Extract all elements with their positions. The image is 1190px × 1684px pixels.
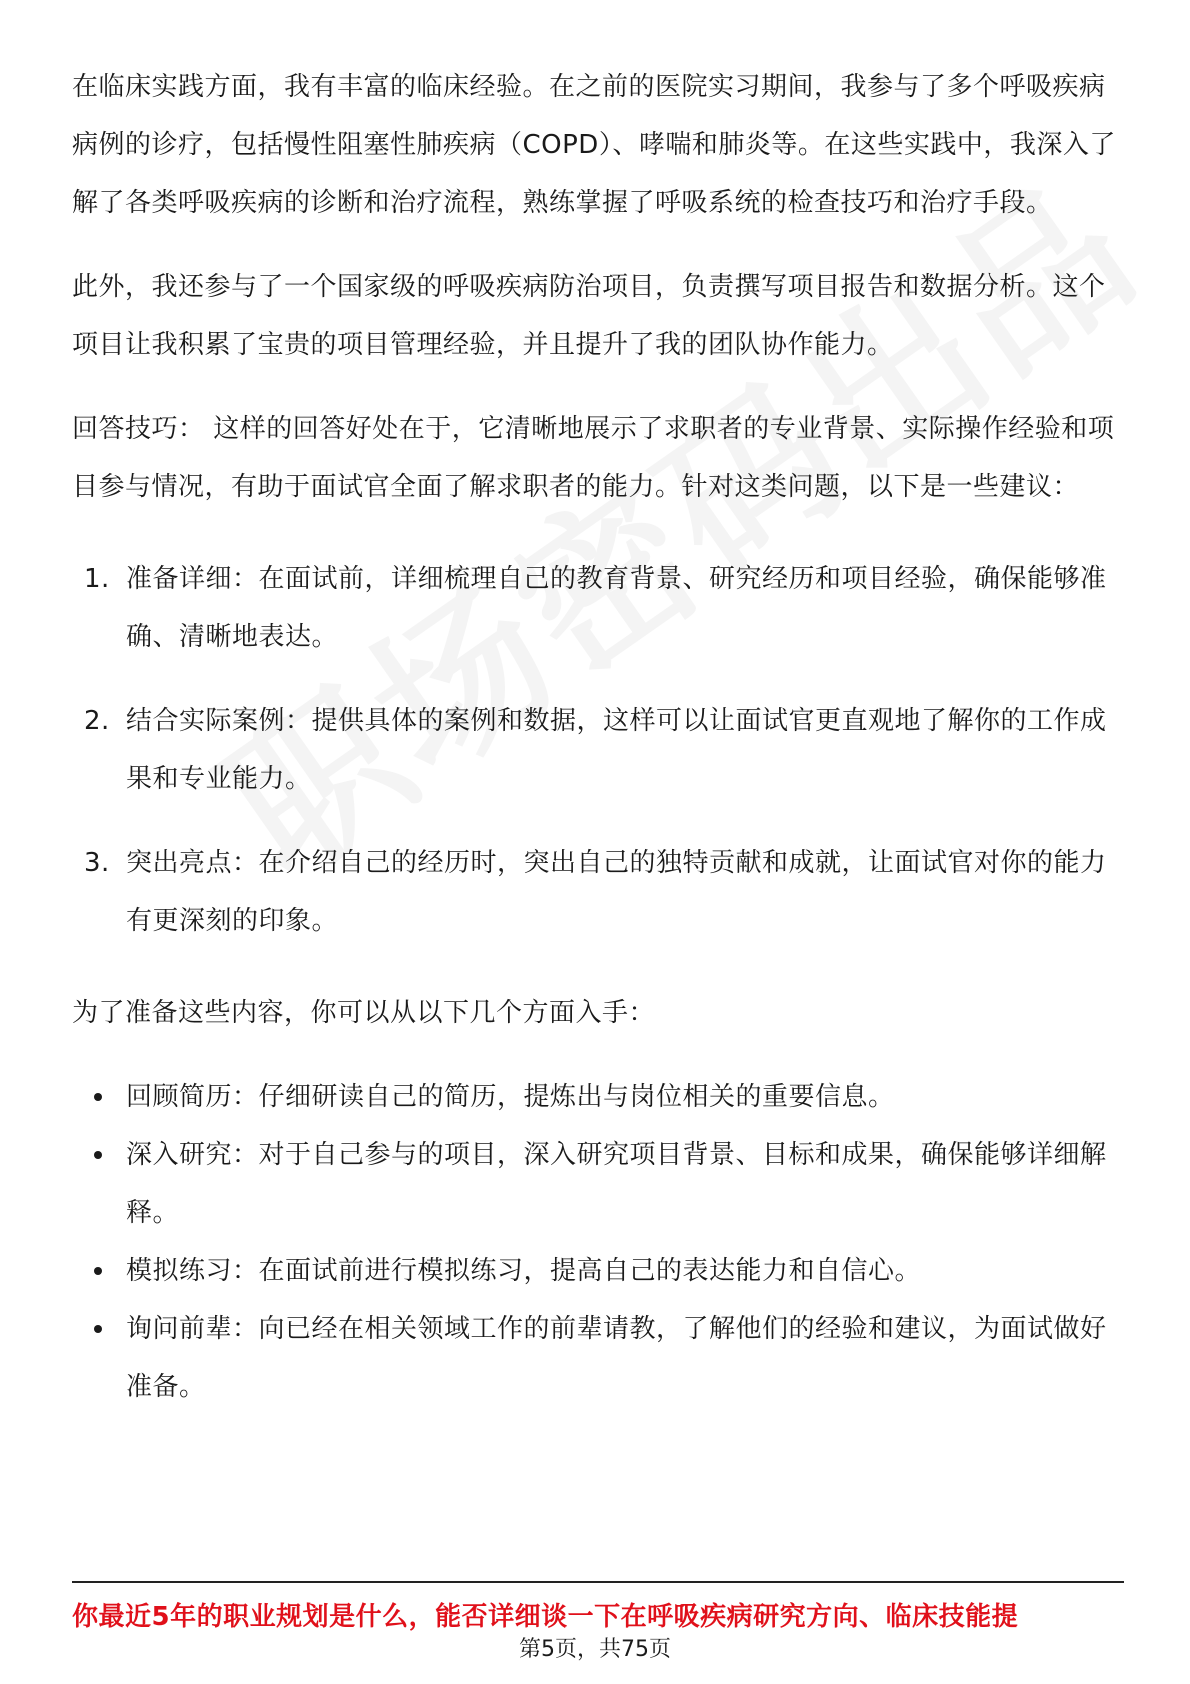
page-number: 第5页，共75页 bbox=[519, 1637, 671, 1662]
bullet-icon bbox=[94, 1151, 102, 1159]
list-item bbox=[72, 1126, 1127, 1242]
list-item-text: 回顾简历：仔细研读自己的简历，提炼出与岗位相关的重要信息。 bbox=[126, 1082, 895, 1112]
list-item bbox=[72, 1242, 1127, 1300]
section-divider bbox=[72, 1581, 1124, 1583]
next-question-heading: 你最近5年的职业规划是什么，能否详细谈一下在呼吸疾病研究方向、临床技能提 bbox=[72, 1602, 1019, 1632]
list-item bbox=[72, 692, 1127, 808]
bullet-icon bbox=[94, 1267, 102, 1275]
bullet-icon bbox=[94, 1093, 102, 1101]
list-item-text: 深入研究：对于自己参与的项目，深入研究项目背景、目标和成果，确保能够详细解释。 bbox=[126, 1140, 1107, 1228]
list-number: 3. bbox=[84, 848, 110, 878]
list-number: 1. bbox=[84, 564, 110, 594]
preparation-list bbox=[72, 1068, 1127, 1416]
list-item-text: 询问前辈：向已经在相关领域工作的前辈请教，了解他们的经验和建议，为面试做好准备。 bbox=[126, 1314, 1107, 1402]
list-item-text: 结合实际案例：提供具体的案例和数据，这样可以让面试官更直观地了解你的工作成果和专业能力。 bbox=[126, 706, 1107, 794]
list-number: 2. bbox=[84, 706, 110, 736]
list-item-text: 模拟练习：在面试前进行模拟练习，提高自己的表达能力和自信心。 bbox=[126, 1256, 922, 1286]
list-item bbox=[72, 550, 1127, 666]
list-item bbox=[72, 1300, 1127, 1416]
list-item-text: 突出亮点：在介绍自己的经历时，突出自己的独特贡献和成就，让面试官对你的能力有更深刻的印象。 bbox=[126, 848, 1107, 936]
paragraph-clinical-practice: 在临床实践方面，我有丰富的临床经验。在之前的医院实习期间，我参与了多个呼吸疾病病例的诊疗，包括慢性阻塞性肺疾病（COPD）、哮喘和肺炎等。在这些实践中，我深入了解了各类呼吸疾病的诊断和治疗流程，熟练掌握了呼吸系统的检查技巧和治疗手段。 bbox=[72, 72, 1116, 218]
list-item bbox=[72, 1068, 1127, 1126]
list-item bbox=[72, 834, 1127, 950]
list-item-text: 准备详细：在面试前，详细梳理自己的教育背景、研究经历和项目经验，确保能够准确、清晰地表达。 bbox=[126, 564, 1107, 652]
bullet-icon bbox=[94, 1325, 102, 1333]
tips-list bbox=[72, 550, 1127, 950]
paragraph-preparation-intro: 为了准备这些内容，你可以从以下几个方面入手： bbox=[72, 998, 656, 1028]
paragraph-answer-tips: 回答技巧： 这样的回答好处在于，它清晰地展示了求职者的专业背景、实际操作经验和项目参与情况，有助于面试官全面了解求职者的能力。针对这类问题，以下是一些建议： bbox=[72, 414, 1115, 502]
paragraph-national-project: 此外，我还参与了一个国家级的呼吸疾病防治项目，负责撰写项目报告和数据分析。这个项目让我积累了宝贵的项目管理经验，并且提升了我的团队协作能力。 bbox=[72, 272, 1106, 360]
page-content bbox=[72, 58, 1127, 1416]
